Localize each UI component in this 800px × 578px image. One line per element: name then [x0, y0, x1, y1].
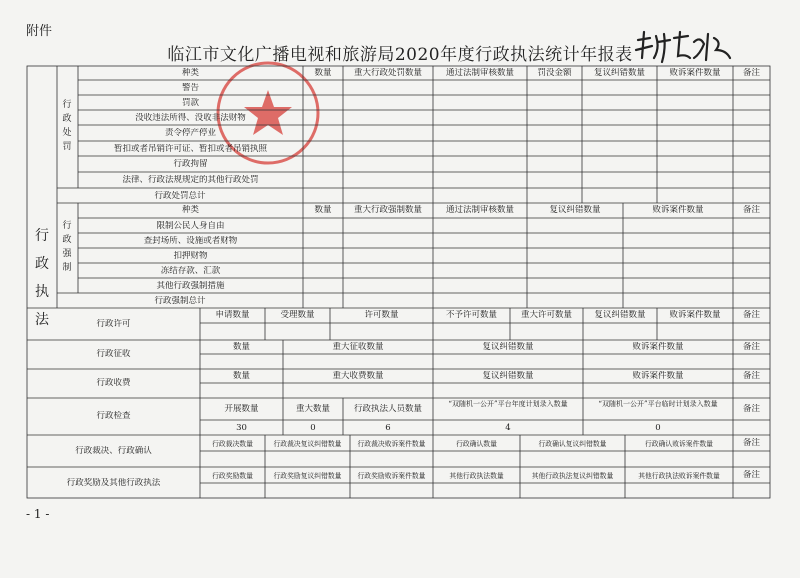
- inspection-header: 行政执法人员数量: [353, 404, 422, 414]
- coercion-header: 备注: [742, 205, 760, 215]
- reward-header: 其他行政执法数量: [449, 472, 504, 480]
- penalty-total-label: 行政处罚总计: [154, 191, 206, 201]
- coercion-total-label: 行政强制总计: [154, 296, 206, 306]
- inspection-value: 0: [655, 423, 661, 433]
- ruling-label: 行政裁决、行政确认: [75, 446, 152, 456]
- ruling-header: 行政裁决数量: [212, 440, 253, 448]
- inspection-value: 0: [310, 423, 316, 433]
- license-header: 备注: [742, 310, 760, 320]
- license-header: 不予许可数量: [445, 310, 497, 320]
- coercion-header: 重大行政强制数量: [353, 205, 422, 215]
- penalty-row-label: 罚款: [181, 98, 199, 108]
- inspection-header: 重大数量: [295, 404, 330, 414]
- penalty-row-label: 没收违法所得、没收非法财物: [135, 113, 246, 123]
- penalty-row-label: 行政拘留: [173, 159, 208, 169]
- fees-header: 败诉案件数量: [632, 371, 684, 381]
- inspection-label: 行政检查: [96, 411, 131, 421]
- penalty-header: 数量: [314, 68, 332, 78]
- penalty-row-label: 警告: [181, 83, 199, 93]
- expropriation-header: 重大征收数量: [332, 342, 384, 352]
- reward-header: 备注: [742, 470, 760, 480]
- inspection-value: 4: [505, 423, 511, 433]
- reward-header: 行政奖励复议纠错数量: [273, 472, 342, 480]
- penalty-group-label: 行政处罚: [62, 100, 72, 152]
- penalty-kind-header: 种类: [181, 68, 199, 78]
- coercion-kind-header: 种类: [181, 205, 199, 215]
- coercion-group-label: 行政强制: [62, 221, 72, 273]
- inspection-header: “双随机一公开”平台临时计划录入数量: [598, 400, 718, 408]
- inspection-header: “双随机一公开”平台年度计划录入数量: [448, 400, 568, 408]
- inspection-header: 备注: [742, 404, 760, 414]
- penalty-header: 通过法制审核数量: [445, 68, 514, 78]
- reward-header: 行政奖励败诉案件数量: [357, 472, 426, 480]
- penalty-header: 败诉案件数量: [669, 68, 721, 78]
- penalty-row-label: 暂扣或者吊销许可证、暂扣或者吊销执照: [113, 144, 267, 154]
- expropriation-header: 备注: [742, 342, 760, 352]
- ruling-header: 行政裁决败诉案件数量: [357, 440, 426, 448]
- expropriation-header: 败诉案件数量: [632, 342, 684, 352]
- coercion-row-label: 扣押财物: [173, 251, 208, 261]
- expropriation-header: 数量: [232, 342, 250, 352]
- fees-header: 数量: [232, 371, 250, 381]
- license-header: 受理数量: [280, 310, 315, 320]
- report-title: 临江市文化广播电视和旅游局2020年度行政执法统计年报表: [167, 45, 633, 65]
- coercion-header: 通过法制审核数量: [445, 205, 514, 215]
- coercion-header: 复议纠错数量: [549, 205, 601, 215]
- law-enforcement-label: 行政执法: [35, 228, 49, 328]
- inspection-value: 30: [236, 423, 247, 433]
- penalty-row-label: 责令停产停业: [164, 128, 216, 138]
- coercion-row-label: 其他行政强制措施: [156, 281, 225, 291]
- reward-header: 行政奖励数量: [212, 472, 253, 480]
- penalty-header: 罚没金额: [537, 68, 572, 78]
- license-header: 败诉案件数量: [669, 310, 721, 320]
- ruling-header: 备注: [742, 438, 760, 448]
- reward-header: 其他行政执法复议纠错数量: [531, 472, 614, 480]
- license-header: 许可数量: [364, 310, 399, 320]
- expropriation-header: 复议纠错数量: [482, 342, 534, 352]
- ruling-header: 行政确认数量: [456, 440, 497, 448]
- coercion-header: 数量: [314, 205, 332, 215]
- penalty-header: 复议纠错数量: [593, 68, 645, 78]
- page-number: - 1 -: [26, 507, 50, 521]
- fees-label: 行政收费: [96, 378, 131, 388]
- coercion-row-label: 冻结存款、汇款: [160, 266, 221, 276]
- fees-header: 重大收费数量: [332, 371, 384, 381]
- fees-header: 备注: [742, 371, 760, 381]
- coercion-row-label: 限制公民人身自由: [156, 221, 225, 231]
- penalty-row-label: 法律、行政法规规定的其他行政处罚: [122, 175, 259, 185]
- ruling-header: 行政确认败诉案件数量: [645, 440, 713, 448]
- license-header: 申请数量: [215, 310, 250, 320]
- ruling-header: 行政确认复议纠错数量: [538, 440, 607, 448]
- ruling-header: 行政裁决复议纠错数量: [273, 440, 342, 448]
- reward-header: 其他行政执法败诉案件数量: [638, 472, 720, 480]
- inspection-header: 开展数量: [224, 404, 259, 414]
- attachment-label: 附件: [26, 24, 53, 39]
- license-header: 重大许可数量: [520, 310, 572, 320]
- penalty-header: 重大行政处罚数量: [353, 68, 422, 78]
- reward-label: 行政奖励及其他行政执法: [66, 478, 161, 488]
- coercion-header: 败诉案件数量: [652, 205, 704, 215]
- fees-header: 复议纠错数量: [482, 371, 534, 381]
- license-header: 复议纠错数量: [594, 310, 646, 320]
- expropriation-label: 行政征收: [96, 349, 131, 359]
- coercion-row-label: 查封场所、设施或者财物: [143, 236, 238, 246]
- license-label: 行政许可: [96, 319, 131, 329]
- inspection-value: 6: [385, 423, 391, 433]
- penalty-header: 备注: [742, 68, 760, 78]
